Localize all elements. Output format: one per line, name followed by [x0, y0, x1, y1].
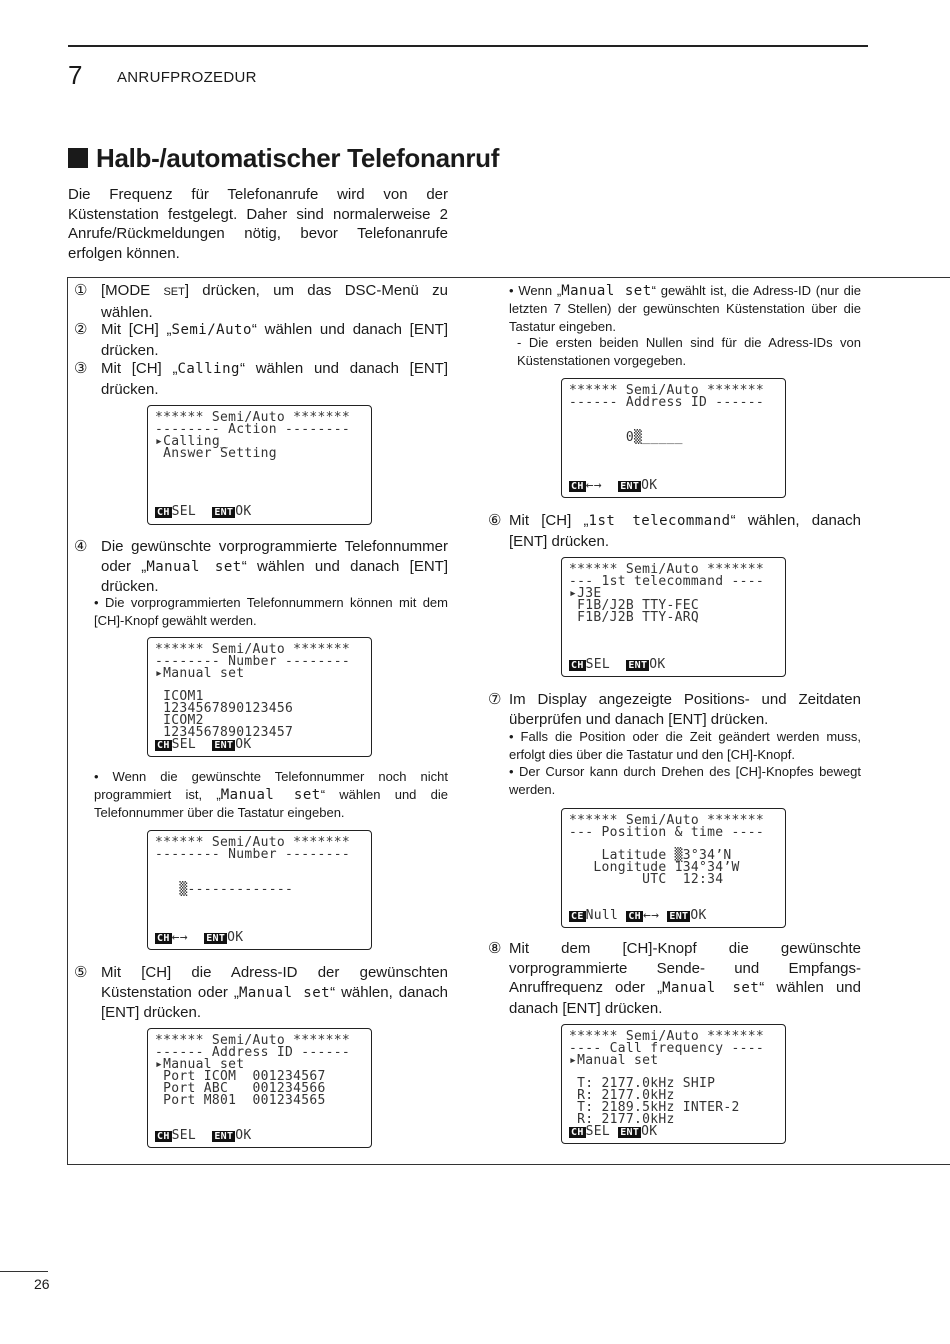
- step-5: ⑤ Mit [CH] die Adress-ID der gewünschten Küstenstation oder „Manual set“ wählen, danach [ENT] drücken.: [74, 964, 449, 1021]
- step-1: ① [MODE SET] drücken, um das DSC-Menü zu wählen.: [74, 282, 448, 321]
- lcd-screen-number-1: ****** Semi/Auto ******* -------- Number -------- ▸Manual set ICOM1 1234567890123456 ICOM2 1234567890123457 CH SEL ENT OK: [147, 637, 372, 757]
- lcd-screen-number-2: ****** Semi/Auto ******* -------- Number -------- ▒------------- CH ←→ ENT OK: [147, 830, 372, 950]
- header-rule: [68, 45, 868, 47]
- lcd-screen-call-frequency: ****** Semi/Auto ******* ---- Call frequency ---- ▸Manual set T: 2177.0kHz SHIP R: 2177.0kHz T: 2189.5kHz INTER-2 R: 2177.0kHz CH SEL ENT OK: [561, 1024, 786, 1144]
- chapter-title: ANRUFPROZEDUR: [117, 69, 257, 86]
- footer-rule: [0, 1271, 48, 1272]
- lcd-screen-telecommand: ****** Semi/Auto ******* --- 1st telecommand ---- ▸J3E F1B/J2B TTY-FEC F1B/J2B TTY-ARQ CH SEL ENT OK: [561, 557, 786, 677]
- lcd-screen-position: ****** Semi/Auto ******* --- Position & time ---- Latitude ▒3°34’N Longitude 134°34’W UTC 12:34 CE Null CH ←→ ENT OK: [561, 808, 786, 928]
- step-6: ⑥ Mit [CH] „1st telecommand“ wählen, danach [ENT] drücken.: [488, 512, 861, 550]
- lcd-screen-address-1: ****** Semi/Auto ******* ------ Address ID ------ ▸Manual set Port ICOM 001234567 Port ABC 001234566 Port M801 001234565 CH SEL ENT OK: [147, 1028, 372, 1148]
- square-bullet-icon: [68, 148, 88, 168]
- step-4-bullet-2: • Wenn die gewünschte Telefonnummer noch nicht programmiert ist, „Manual set“ wählen und die Telefonnummer über die Tastatur eingeben.: [94, 769, 449, 820]
- lcd-screen-address-2: ****** Semi/Auto ******* ------ Address ID ------ 0▒_____ CH ←→ ENT OK: [561, 378, 786, 498]
- lcd-screen-action: ****** Semi/Auto ******* -------- Action -------- ▸Calling_ Answer Setting CH SEL ENT OK: [147, 405, 372, 525]
- step-7-bullet-2: • Der Cursor kann durch Drehen des [CH]-Knopfes bewegt werden.: [509, 764, 861, 797]
- step-8: ⑧ Mit dem [CH]-Knopf die gewünschte vorprogrammierte Sende- und Empfangs-Anruffrequenz oder „Manual set“ wählen und danach [ENT] drücken.: [488, 940, 861, 1017]
- step-4: ④ Die gewünschte vorprogrammierte Telefonnummer oder „Manual set“ wählen und danach [ENT] drücken.: [74, 538, 448, 595]
- section-title: Halb-/automatischer Telefonanruf: [68, 143, 499, 174]
- step-4-bullet-1: • Die vorprogrammierten Telefonnummern können mit dem [CH]-Knopf gewählt werden.: [94, 595, 448, 628]
- chapter-number: 7: [68, 60, 83, 90]
- intro-paragraph: Die Frequenz für Telefonanrufe wird von der Küstenstation festgelegt. Daher sind normalerweise 2 Anrufe/Rückmeldungen nötig, bevor Telefonanrufe erfolgen können.: [68, 186, 448, 262]
- step-3: ③ Mit [CH] „Calling“ wählen und danach [ENT] drücken.: [74, 360, 448, 398]
- page-number: 26: [34, 1276, 50, 1292]
- step-7: ⑦ Im Display angezeigte Positions- und Zeitdaten überprüfen und danach [ENT] drücken.: [488, 691, 861, 728]
- step-5-bullet-1: • Wenn „Manual set“ gewählt ist, die Adress-ID (nur die letzten 7 Stellen) der gewünschten Küstenstation über die Tastatur eingeben.: [509, 283, 861, 334]
- step-2: ② Mit [CH] „Semi/Auto“ wählen und danach [ENT] drücken.: [74, 321, 449, 359]
- step-7-bullet-1: • Falls die Position oder die Zeit geändert werden muss, erfolgt dies über die Tastatur und den [CH]-Knopf.: [509, 729, 861, 762]
- step-5-sub-bullet: - Die ersten beiden Nullen sind für die Adress-IDs von Küstenstationen vorgegeben.: [517, 335, 861, 368]
